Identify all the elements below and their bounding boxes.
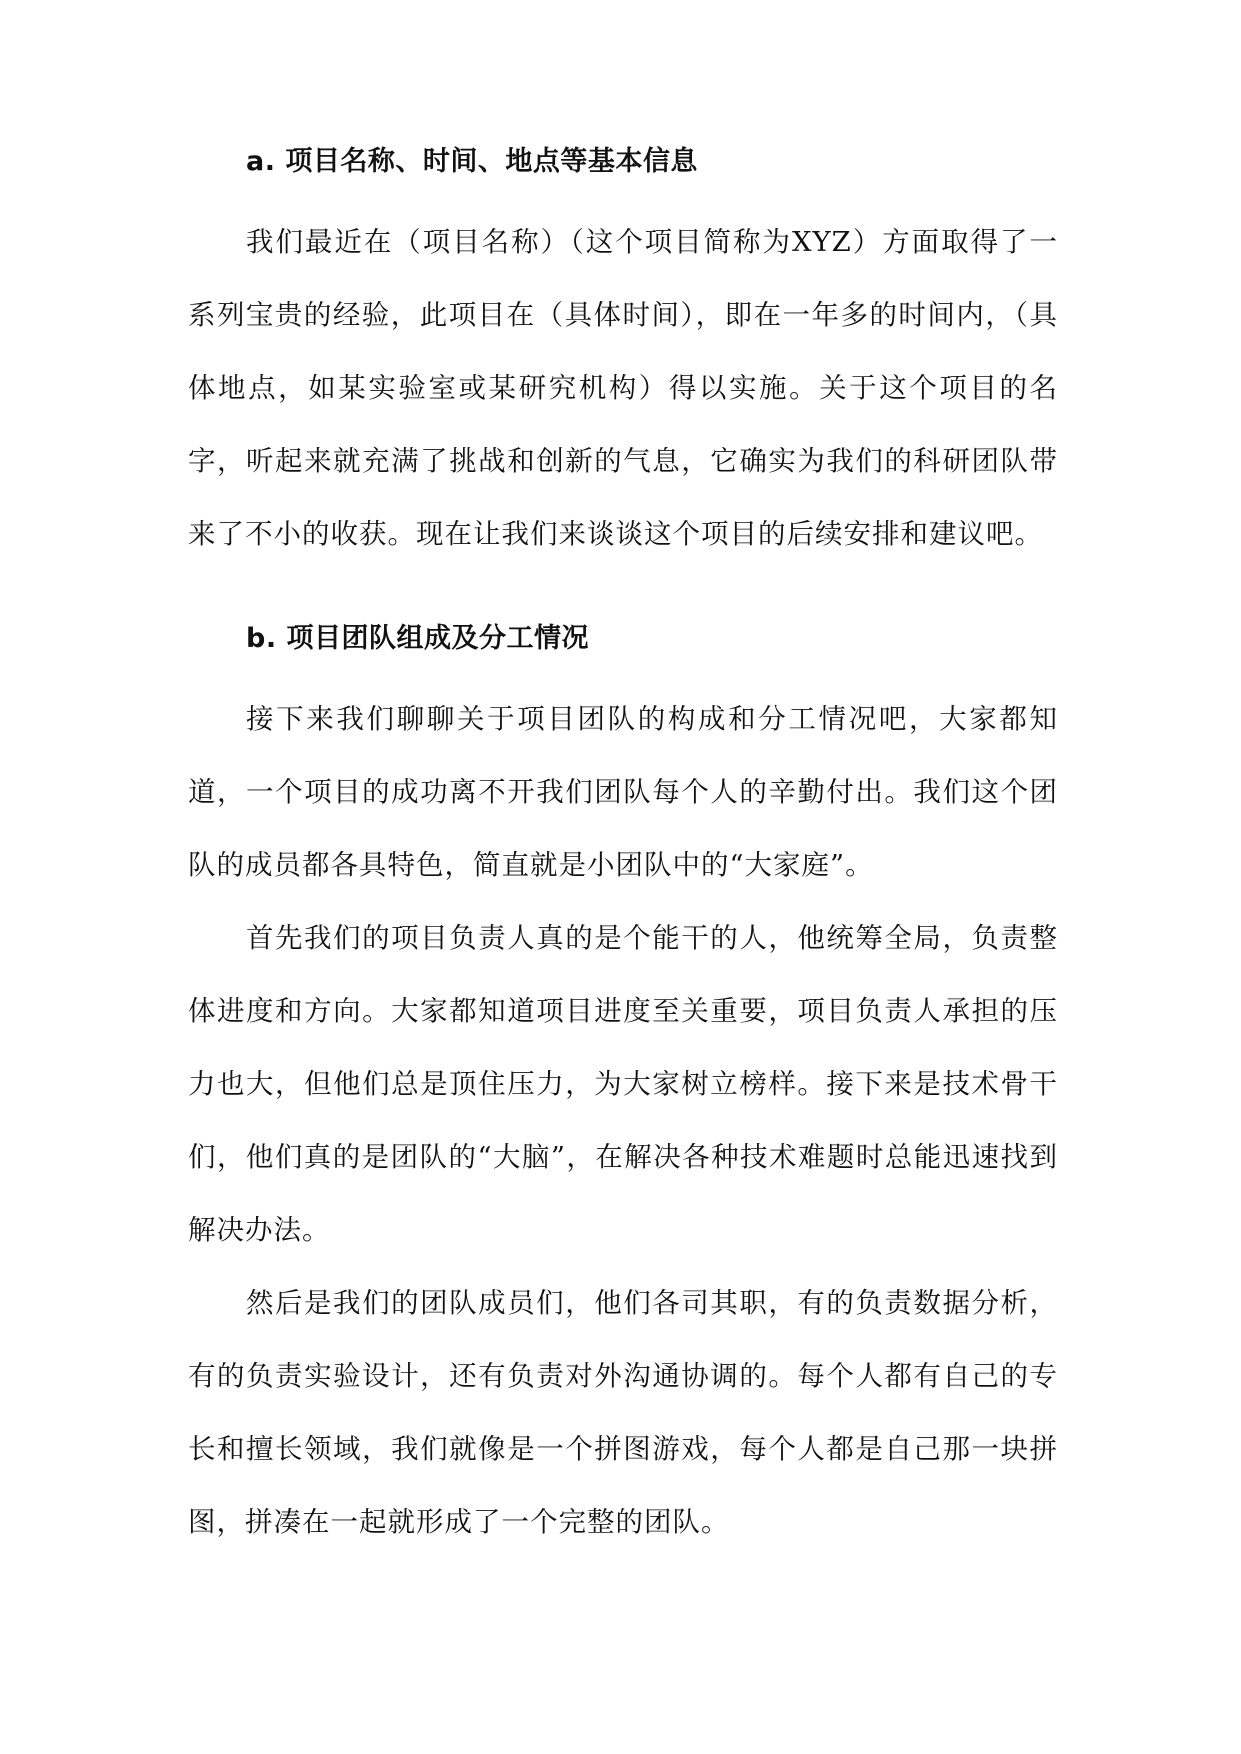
section-b-heading: b. 项目团队组成及分工情况: [246, 623, 589, 654]
section-b-paragraph-1: 接下来我们聊聊关于项目团队的构成和分工情况吧，大家都知道，一个项目的成功离不开我们团队每个人的辛勤付出。我们这个团队的成员都各具特色，简直就是小团队中的“大家庭”。: [188, 703, 1058, 881]
section-a-paragraph-1: 我们最近在（项目名称）（这个项目简称为XYZ）方面取得了一系列宝贵的经验，此项目在（具体时间），即在一年多的时间内，（具体地点，如某实验室或某研究机构）得以实施。关于这个项目的名字，听起来就充满了挑战和创新的气息，它确实为我们的科研团队带来了不小的收获。现在让我们来谈谈这个项目的后续安排和建议吧。: [188, 226, 1058, 550]
section-b-paragraph-3: 然后是我们的团队成员们，他们各司其职，有的负责数据分析，有的负责实验设计，还有负责对外沟通协调的。每个人都有自己的专长和擅长领域，我们就像是一个拼图游戏，每个人都是自己那一块拼图，拼凑在一起就形成了一个完整的团队。: [188, 1287, 1058, 1538]
document-body: [188, 140, 1058, 1559]
section-b-paragraph-2: 首先我们的项目负责人真的是个能干的人，他统筹全局，负责整体进度和方向。大家都知道项目进度至关重要，项目负责人承担的压力也大，但他们总是顶住压力，为大家树立榜样。接下来是技术骨干们，他们真的是团队的“大脑”，在解决各种技术难题时总能迅速找到解决办法。: [188, 922, 1058, 1246]
section-a-heading: a. 项目名称、时间、地点等基本信息: [246, 146, 698, 177]
